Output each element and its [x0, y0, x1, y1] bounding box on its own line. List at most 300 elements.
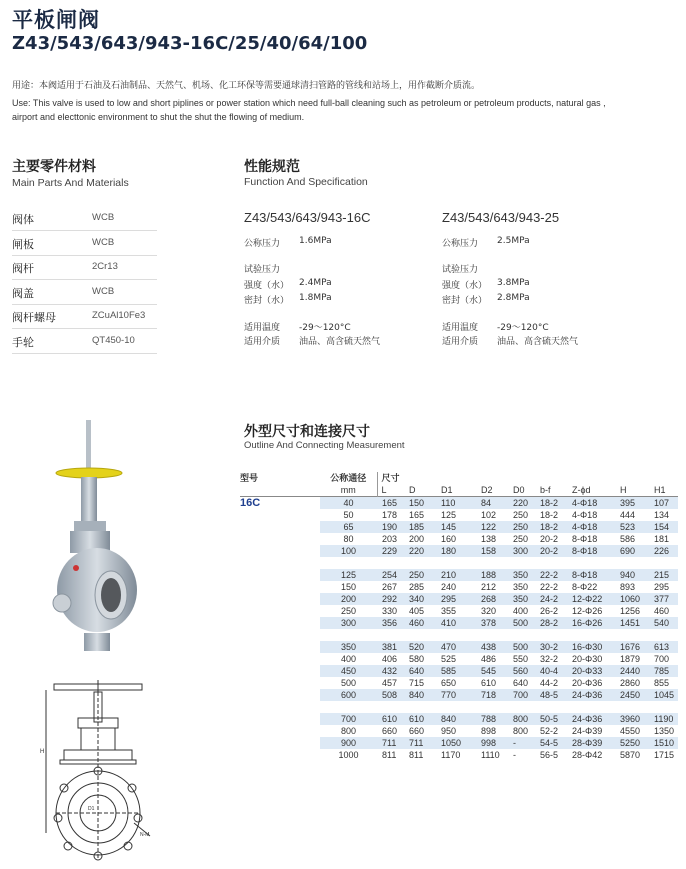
- table-dn-cell: 800: [340, 726, 357, 736]
- table-cell: 203: [382, 534, 398, 544]
- table-cell: 125: [441, 510, 457, 520]
- table-dn-cell: 65: [320, 521, 377, 533]
- spec-label: 试验压力: [244, 265, 281, 275]
- table-cell: 500: [513, 641, 540, 653]
- table-cell: 250: [409, 569, 441, 581]
- material-row: [12, 231, 157, 256]
- table-cell: 378: [481, 617, 513, 629]
- table-cell: 950: [441, 726, 457, 736]
- table-cell: 215: [654, 569, 678, 581]
- table-cell: 405: [409, 606, 425, 616]
- usage-en: Use: This valve is used to low and short piplines or power station which need full-ball cleaning such as petroleum or petroleum products, natural gas , airport and electtonic environment to shut the shut the flowing of medium.: [12, 98, 606, 122]
- table-cell: 470: [441, 641, 481, 653]
- table-cell: 16-Φ26: [572, 617, 620, 629]
- table-cell: 1060: [620, 593, 654, 605]
- table-cell: -: [513, 750, 516, 760]
- table-header-col: D: [409, 485, 416, 495]
- table-row: [240, 653, 678, 665]
- table-cell: 613: [654, 641, 678, 653]
- spec-label: 强度（水）: [244, 281, 290, 291]
- table-header-col: D2: [481, 485, 493, 495]
- table-cell: 4550: [620, 726, 641, 736]
- table-cell: 1170: [441, 750, 461, 760]
- table-model-cell: [240, 509, 320, 521]
- table-dn-cell: 600: [320, 689, 377, 701]
- table-cell: 181: [654, 534, 670, 544]
- material-part: 阀杆螺母: [12, 311, 56, 324]
- table-group-gap: [240, 557, 678, 569]
- table-model-cell: [240, 653, 320, 665]
- material-part: 手轮: [12, 335, 34, 349]
- spec-label: 适用温度: [442, 323, 479, 333]
- table-cell: 1110: [481, 750, 500, 760]
- table-cell: 295: [441, 593, 481, 605]
- table-model-cell: [240, 605, 320, 617]
- table-model-cell: [240, 737, 320, 749]
- spec-label: 试验压力: [442, 265, 479, 275]
- table-model-cell: [240, 689, 320, 701]
- table-cell: 52-2: [540, 726, 559, 736]
- spec-title-en: Function And Specification: [244, 176, 368, 188]
- table-cell: 1451: [620, 617, 654, 629]
- spec-model: Z43/543/643/943-25: [442, 210, 560, 225]
- table-cell: 350: [513, 569, 540, 581]
- dimension-table: [240, 472, 678, 761]
- material-row: [12, 280, 157, 305]
- table-cell: 190: [377, 521, 409, 533]
- materials-title-en: Main Parts And Materials: [12, 177, 129, 189]
- table-cell: 28-Φ39: [572, 737, 620, 749]
- table-cell: 998: [481, 737, 513, 749]
- table-cell: 212: [481, 582, 497, 592]
- spec-label: 公称压力: [442, 239, 479, 249]
- table-cell: 292: [377, 593, 409, 605]
- table-dn-cell: 125: [320, 569, 377, 581]
- table-model-cell: [240, 521, 320, 533]
- table-row: [240, 605, 678, 617]
- table-cell: 250: [513, 521, 540, 533]
- table-cell: 18-2: [540, 521, 572, 533]
- spec-label: 密封（水）: [244, 296, 290, 306]
- table-cell: 28-2: [540, 617, 572, 629]
- table-cell: 8-Φ18: [572, 545, 620, 557]
- material-value: WCB: [92, 285, 115, 297]
- table-cell: 610: [409, 713, 441, 725]
- table-cell: 330: [382, 606, 398, 616]
- table-dn-cell: 250: [340, 606, 357, 616]
- table-cell: 16-Φ30: [572, 641, 620, 653]
- material-row: [12, 206, 157, 231]
- table-cell: 145: [441, 521, 481, 533]
- table-cell: 20-Φ36: [572, 678, 603, 688]
- product-title: 平板闸阀: [12, 8, 100, 32]
- table-cell: 268: [481, 593, 513, 605]
- table-cell: 523: [620, 521, 654, 533]
- table-model-cell: [240, 677, 320, 689]
- table-header-row-2: [240, 484, 678, 497]
- table-cell: 700: [654, 654, 670, 664]
- table-dn-cell: 1000: [338, 750, 359, 760]
- table-cell: 229: [377, 545, 409, 557]
- table-dn-cell: 300: [320, 617, 377, 629]
- table-model-cell: [240, 581, 320, 593]
- table-cell: 185: [409, 521, 441, 533]
- table-cell: 160: [441, 534, 457, 544]
- usage-cn: 用途：本阀适用于石油及石油制品、天然气、机场、化工环保等需要通球清扫管路的管线和站场上，用作截断介质流。: [12, 81, 481, 91]
- table-cell: 580: [409, 654, 425, 664]
- table-cell: 350: [513, 582, 529, 592]
- table-cell: 520: [409, 641, 441, 653]
- table-cell: 650: [441, 678, 457, 688]
- table-cell: 150: [409, 497, 441, 510]
- table-cell: 20-Φ33: [572, 665, 620, 677]
- table-cell: 5870: [620, 750, 641, 760]
- table-dn-cell: 80: [343, 534, 354, 544]
- table-cell: 48-5: [540, 689, 572, 701]
- table-header-col: H1: [654, 485, 666, 495]
- table-cell: 158: [481, 545, 513, 557]
- table-cell: 24-Φ39: [572, 726, 603, 736]
- table-cell: 560: [513, 665, 540, 677]
- table-dn-cell: 50: [343, 510, 354, 520]
- table-row: [240, 689, 678, 701]
- table-dn-cell: 450: [320, 665, 377, 677]
- spec-value: 3.8MPa: [497, 278, 530, 288]
- table-model-cell: [240, 569, 320, 581]
- table-cell: 893: [620, 582, 636, 592]
- table-cell: 2440: [620, 665, 654, 677]
- table-header-dn: 公称通径: [330, 473, 367, 483]
- spec-label: 适用介质: [442, 337, 479, 347]
- table-row: [240, 533, 678, 545]
- table-cell: 640: [513, 678, 529, 688]
- table-cell: 210: [441, 569, 481, 581]
- table-cell: 188: [481, 569, 513, 581]
- table-cell: 800: [513, 713, 540, 725]
- material-value: ZCuAl10Fe3: [92, 310, 146, 321]
- table-cell: 586: [620, 534, 636, 544]
- table-cell: 788: [481, 713, 513, 725]
- table-cell: 460: [409, 617, 441, 629]
- table-cell: 457: [382, 678, 398, 688]
- table-cell: 1045: [654, 689, 678, 701]
- table-model-cell: [240, 713, 320, 725]
- table-header-col: D0: [513, 485, 525, 495]
- spec-label: 适用介质: [244, 337, 281, 347]
- material-value: 2Cr13: [92, 261, 118, 272]
- spec-value: -29～120°C: [299, 323, 351, 333]
- material-row: [12, 255, 157, 280]
- table-cell: 640: [409, 665, 441, 677]
- table-cell: 770: [441, 689, 481, 701]
- table-cell: 444: [620, 510, 636, 520]
- materials-title-cn: 主要零件材料: [12, 159, 96, 175]
- table-cell: 50-5: [540, 713, 572, 725]
- table-dn-cell: 900: [320, 737, 377, 749]
- spec-label: 强度（水）: [442, 281, 488, 291]
- table-cell: 8-Φ18: [572, 534, 598, 544]
- table-cell: 267: [382, 582, 398, 592]
- table-cell: 350: [513, 593, 540, 605]
- table-cell: 32-2: [540, 654, 559, 664]
- table-model-cell: [240, 665, 320, 677]
- table-cell: 711: [377, 737, 409, 749]
- table-cell: 165: [377, 497, 409, 510]
- table-cell: 356: [377, 617, 409, 629]
- drawing-label-nm: N-M: [140, 832, 150, 838]
- table-dn-cell: 350: [320, 641, 377, 653]
- table-model-cell: [240, 593, 320, 605]
- table-cell: 718: [481, 689, 513, 701]
- spec-value: 2.4MPa: [299, 278, 332, 288]
- table-row: [240, 677, 678, 689]
- table-dn-cell: 150: [340, 582, 357, 592]
- table-model-cell: [240, 533, 320, 545]
- table-cell: 40-4: [540, 665, 572, 677]
- table-cell: 660: [409, 726, 425, 736]
- table-cell: 285: [409, 582, 425, 592]
- table-cell: 545: [481, 665, 513, 677]
- table-cell: 165: [409, 510, 425, 520]
- table-row: [240, 545, 678, 557]
- table-cell: 4-Φ18: [572, 497, 620, 510]
- table-cell: 22-2: [540, 582, 559, 592]
- product-model-list: Z43/543/643/943-16C/25/40/64/100: [12, 33, 368, 54]
- table-cell: 1256: [620, 606, 641, 616]
- table-cell: 250: [513, 510, 529, 520]
- material-part: 阀杆: [12, 262, 34, 275]
- spec-column-16c: [244, 210, 444, 350]
- table-cell: 486: [481, 654, 497, 664]
- table-cell: 320: [481, 606, 497, 616]
- table-cell: 1879: [620, 654, 641, 664]
- table-dn-cell: 700: [320, 713, 377, 725]
- spec-value: 1.6MPa: [299, 236, 332, 246]
- table-cell: 28-Φ42: [572, 750, 603, 760]
- table-cell: 254: [377, 569, 409, 581]
- table-model-cell: [240, 617, 320, 629]
- table-cell: 525: [441, 654, 457, 664]
- table-cell: 840: [441, 713, 481, 725]
- table-cell: 585: [441, 665, 481, 677]
- table-cell: 898: [481, 726, 497, 736]
- table-cell: 54-5: [540, 737, 572, 749]
- table-cell: 1510: [654, 737, 678, 749]
- spec-value: 1.8MPa: [299, 293, 332, 303]
- table-cell: 5250: [620, 737, 654, 749]
- table-header-col: Z-ϕd: [572, 485, 591, 495]
- table-cell: 226: [654, 545, 678, 557]
- material-row: [12, 304, 157, 329]
- spec-label: 公称压力: [244, 239, 281, 249]
- spec-value: 油品、高含硫天然气: [497, 337, 579, 347]
- table-cell: 200: [409, 534, 425, 544]
- table-row: [240, 737, 678, 749]
- table-cell: 700: [513, 689, 540, 701]
- material-value: WCB: [92, 212, 115, 223]
- table-row: [240, 725, 678, 737]
- spec-value: 2.8MPa: [497, 293, 530, 303]
- table-cell: 250: [513, 534, 529, 544]
- table-cell: 18-2: [540, 510, 559, 520]
- table-cell: 1190: [654, 713, 678, 725]
- spec-title-cn: 性能规范: [244, 159, 300, 175]
- material-part: 阀体: [12, 213, 34, 226]
- table-cell: 690: [620, 545, 654, 557]
- table-cell: 1350: [654, 726, 675, 736]
- material-part: 阀盖: [12, 286, 34, 300]
- table-cell: 138: [481, 534, 497, 544]
- table-cell: 381: [377, 641, 409, 653]
- outline-title-cn: 外型尺寸和连接尺寸: [244, 424, 370, 440]
- table-row: [240, 569, 678, 581]
- spec-value: -29～120°C: [497, 323, 549, 333]
- spec-value: 油品、高含硫天然气: [299, 337, 381, 347]
- table-cell: 18-2: [540, 497, 572, 510]
- table-cell: 711: [409, 737, 441, 749]
- table-cell: 24-Φ36: [572, 689, 620, 701]
- valve-product-image: [40, 415, 160, 660]
- table-cell: 432: [377, 665, 409, 677]
- spec-label: 密封（水）: [442, 296, 488, 306]
- table-cell: 20-Φ30: [572, 654, 603, 664]
- table-cell: 12-Φ22: [572, 593, 620, 605]
- table-dn-cell: 400: [340, 654, 357, 664]
- table-cell: 24-Φ36: [572, 713, 620, 725]
- table-cell: 22-2: [540, 569, 572, 581]
- table-cell: 102: [481, 510, 497, 520]
- table-row: [240, 665, 678, 677]
- table-row: [240, 641, 678, 653]
- table-model-cell: [240, 725, 320, 737]
- table-dn-cell: 500: [340, 678, 357, 688]
- table-cell: 300: [513, 545, 540, 557]
- table-row: [240, 581, 678, 593]
- table-cell: 220: [513, 497, 540, 510]
- table-cell: 8-Φ22: [572, 582, 598, 592]
- drawing-label-h: H: [40, 749, 45, 755]
- table-cell: 107: [654, 497, 678, 510]
- table-cell: 26-2: [540, 606, 559, 616]
- table-cell: 110: [441, 497, 481, 510]
- table-cell: 12-Φ26: [572, 606, 603, 616]
- table-row: [240, 509, 678, 521]
- spec-model: Z43/543/643/943-16C: [244, 210, 371, 225]
- material-part: 闸板: [12, 237, 34, 251]
- table-cell: 8-Φ18: [572, 569, 620, 581]
- table-cell: 460: [654, 606, 670, 616]
- table-group-gap: [240, 629, 678, 641]
- table-cell: 800: [513, 726, 529, 736]
- table-cell: -: [513, 737, 540, 749]
- table-cell: 355: [441, 606, 457, 616]
- table-cell: 44-2: [540, 678, 559, 688]
- table-row: [240, 593, 678, 605]
- table-model-cell: [240, 749, 320, 761]
- table-cell: 438: [481, 641, 513, 653]
- table-cell: 500: [513, 617, 540, 629]
- table-header-col: L: [377, 484, 409, 497]
- table-cell: 20-2: [540, 534, 559, 544]
- table-cell: 406: [382, 654, 398, 664]
- table-cell: 4-Φ18: [572, 521, 620, 533]
- table-cell: 4-Φ18: [572, 510, 598, 520]
- table-header-size: 尺寸: [377, 472, 678, 484]
- table-cell: 410: [441, 617, 481, 629]
- spec-value: 2.5MPa: [497, 236, 530, 246]
- table-cell: 395: [620, 497, 654, 510]
- table-cell: 855: [654, 678, 670, 688]
- table-cell: 240: [441, 582, 457, 592]
- table-cell: 340: [409, 593, 441, 605]
- table-row: [240, 521, 678, 533]
- table-header-col: H: [620, 485, 627, 495]
- table-cell: 30-2: [540, 641, 572, 653]
- table-cell: 1676: [620, 641, 654, 653]
- table-cell: 785: [654, 665, 678, 677]
- table-cell: 811: [409, 750, 424, 760]
- drawing-label-d1: D1: [88, 806, 95, 812]
- table-cell: 840: [409, 689, 441, 701]
- table-row: [240, 497, 678, 510]
- table-row: [240, 617, 678, 629]
- table-cell: 84: [481, 497, 513, 510]
- material-value: QT450-10: [92, 334, 135, 346]
- table-model-cell: [240, 641, 320, 653]
- table-cell: 134: [654, 510, 670, 520]
- table-cell: 540: [654, 617, 678, 629]
- table-cell: 1050: [441, 737, 481, 749]
- table-cell: 220: [409, 545, 441, 557]
- table-model-cell: 16C: [240, 497, 261, 509]
- table-cell: 610: [481, 678, 497, 688]
- outline-title-en: Outline And Connecting Measurement: [244, 440, 405, 451]
- table-cell: 24-2: [540, 593, 572, 605]
- table-cell: 940: [620, 569, 654, 581]
- table-dn-cell: 40: [320, 497, 377, 510]
- table-cell: 180: [441, 545, 481, 557]
- table-row: [240, 749, 678, 761]
- table-header-model: 型号: [240, 473, 259, 483]
- table-header-dn-unit: mm: [340, 485, 356, 495]
- table-cell: 715: [409, 678, 425, 688]
- table-row: [240, 713, 678, 725]
- table-cell: 178: [382, 510, 398, 520]
- table-model-cell: [240, 545, 320, 557]
- table-cell: 1715: [654, 750, 675, 760]
- table-dn-cell: 200: [320, 593, 377, 605]
- table-cell: 2860: [620, 678, 641, 688]
- table-cell: 660: [382, 726, 398, 736]
- material-row: [12, 329, 157, 354]
- table-cell: 56-5: [540, 750, 559, 760]
- dimension-table-body: [240, 497, 678, 762]
- table-header-col: b-f: [540, 485, 551, 495]
- spec-column-25: [442, 210, 642, 350]
- table-cell: 295: [654, 582, 670, 592]
- table-group-gap: [240, 701, 678, 713]
- table-cell: 20-2: [540, 545, 572, 557]
- valve-outline-drawing: [38, 678, 158, 868]
- table-cell: 610: [377, 713, 409, 725]
- table-header-row-1: [240, 472, 678, 484]
- table-cell: 550: [513, 654, 529, 664]
- table-cell: 400: [513, 606, 529, 616]
- spec-label: 适用温度: [244, 323, 281, 333]
- table-cell: 154: [654, 521, 678, 533]
- table-cell: 508: [377, 689, 409, 701]
- material-value: WCB: [92, 236, 115, 248]
